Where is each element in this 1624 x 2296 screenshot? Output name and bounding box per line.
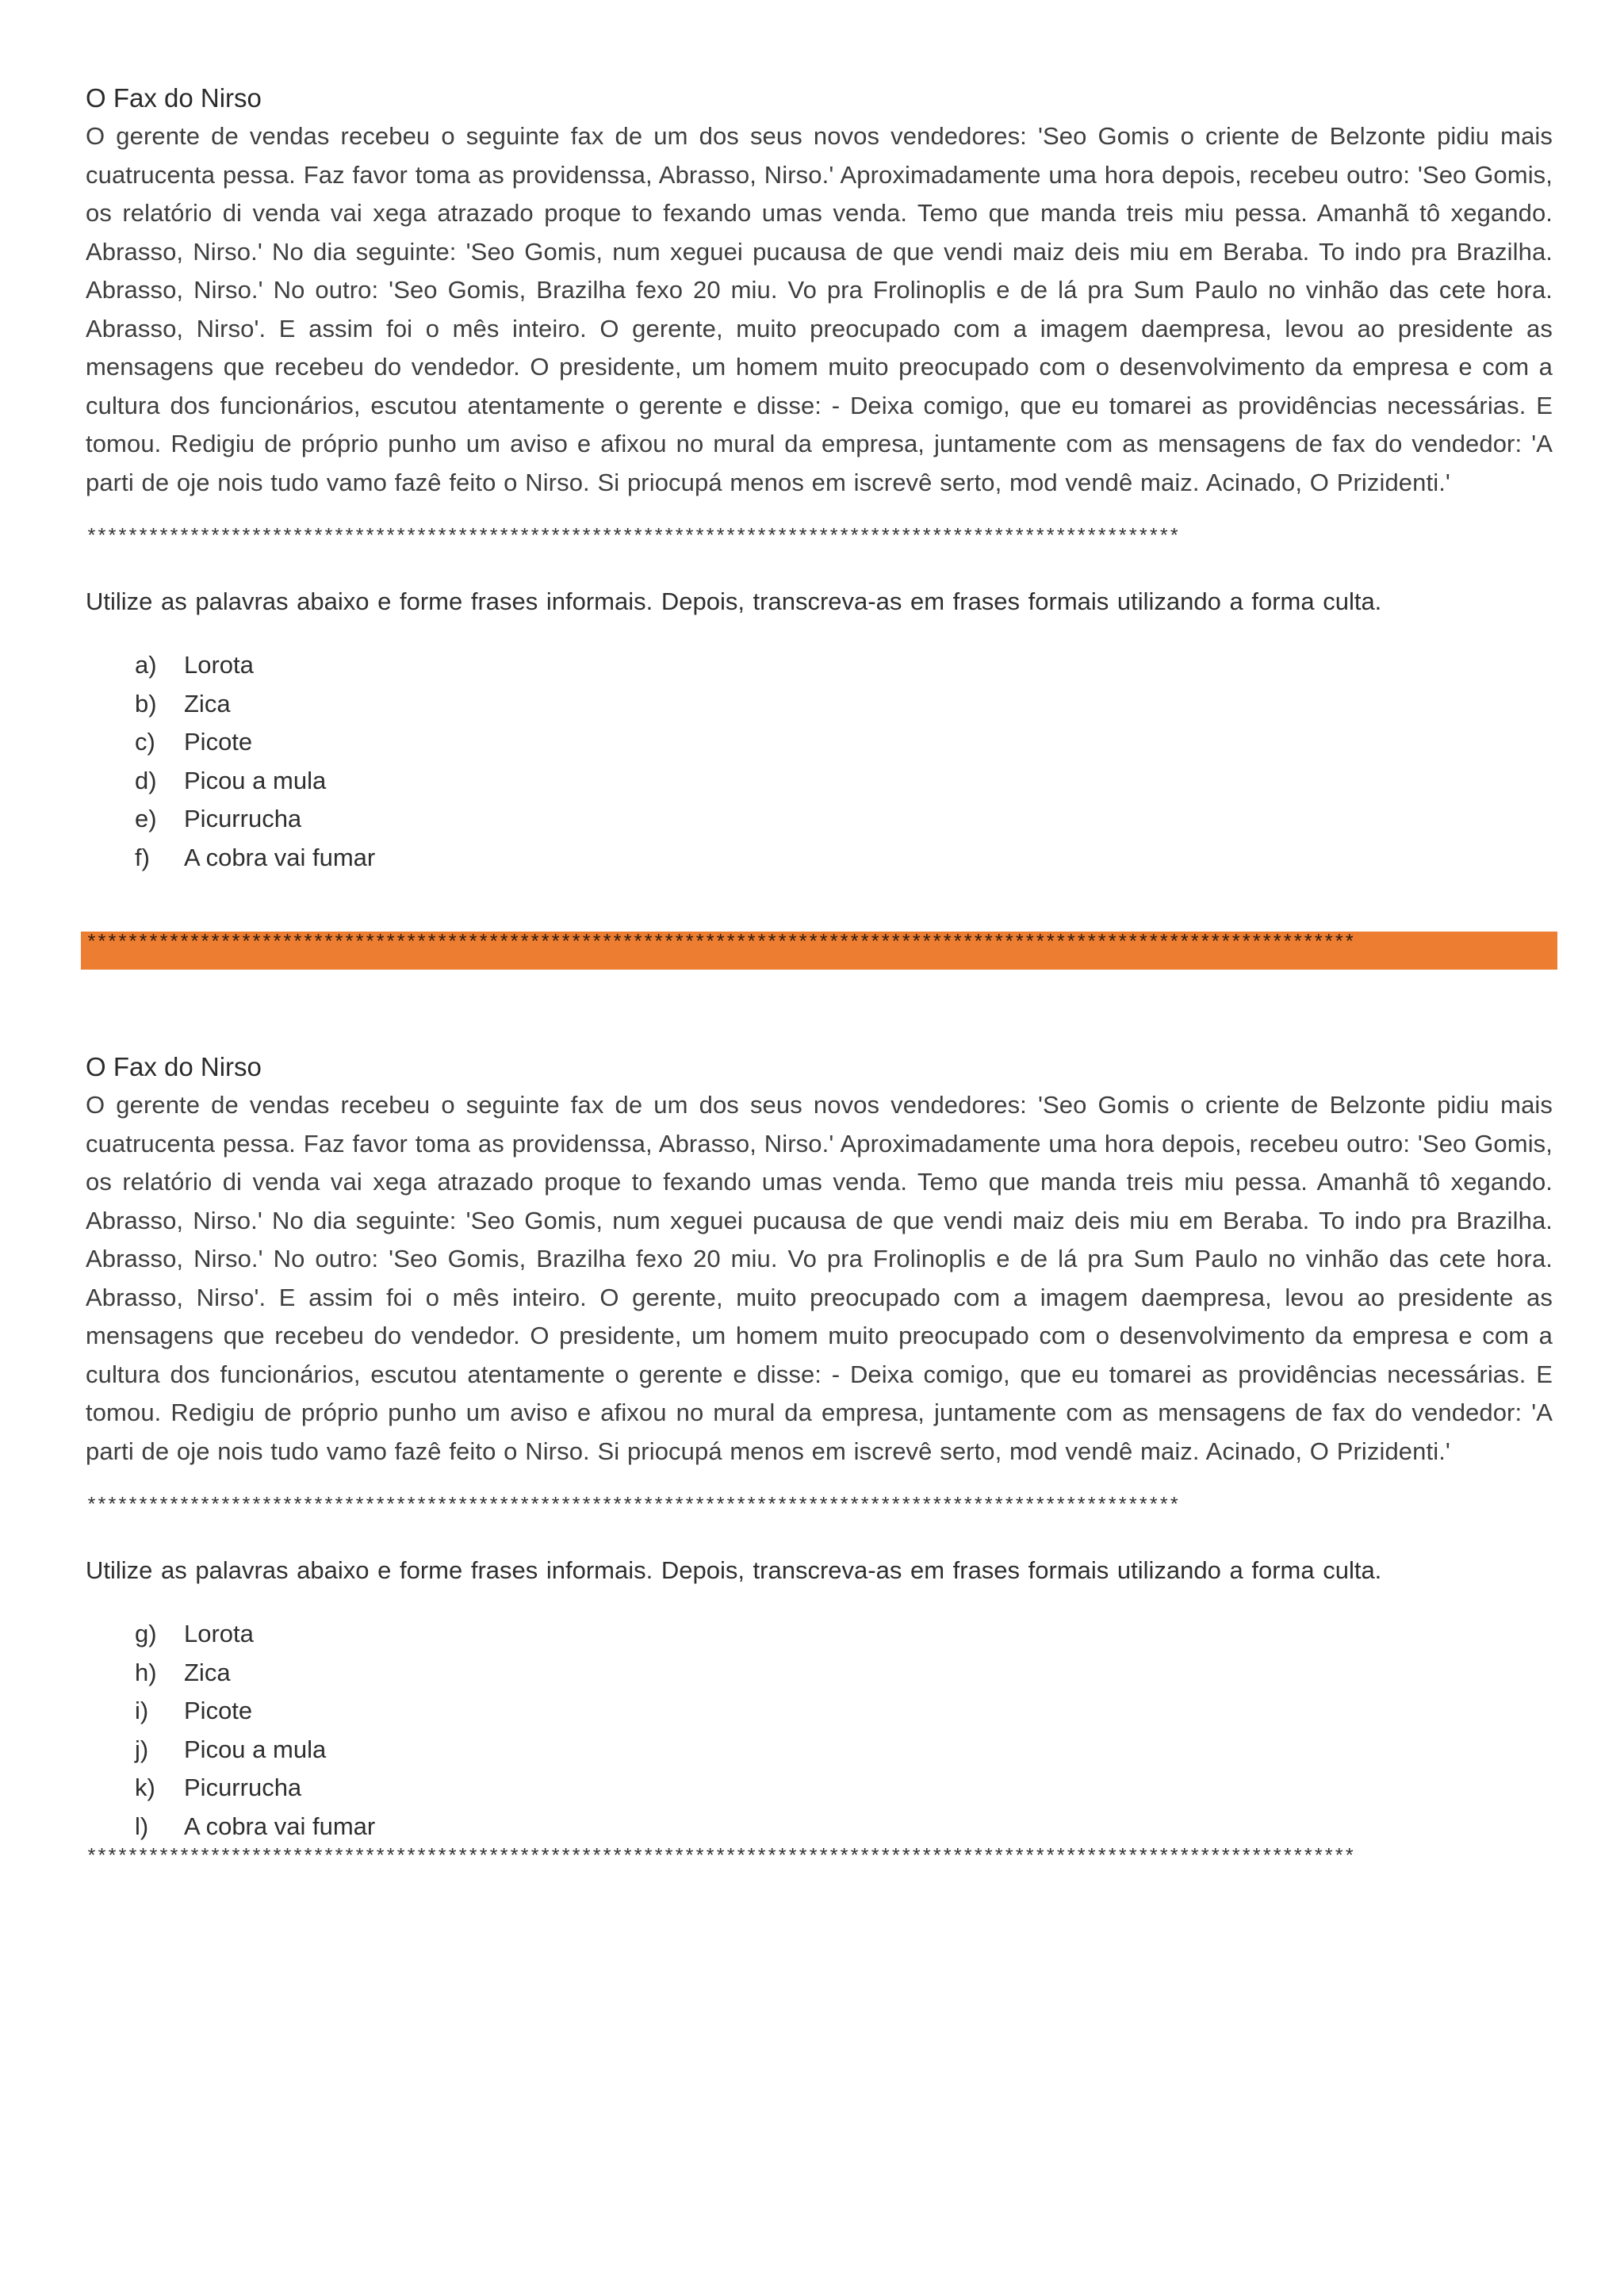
list-marker: c) [135, 728, 155, 756]
section-title: O Fax do Nirso [86, 83, 262, 113]
list-marker: d) [135, 766, 157, 794]
list-marker: f) [135, 843, 150, 871]
list-item [86, 800, 1553, 839]
list-item-text: Picote [184, 728, 253, 756]
list-marker: k) [135, 1774, 155, 1801]
story-paragraph: O gerente de vendas recebeu o seguinte fax de um dos seus novos vendedores: 'Seo Gomis o criente de Belzonte pidiu mais cuatrucenta pessa. Faz favor toma as providenssa, Abrasso, Nirso.' Aproximadamente uma hora depois, recebeu outro: 'Seo Gomis, os relatório di venda vai xega atrazado proque to fexando umas venda. Temo que manda treis miu pessa. Amanhã tô xegando. Abrasso, Nirso.' No dia seguinte: 'Seo Gomis, num xeguei pucausa de que vendi maiz deis miu em Beraba. To indo pra Brazilha. Abrasso, Nirso.' No outro: 'Seo Gomis, Brazilha fexo 20 miu. Vo pra Frolinoplis e de lá pra Sum Paulo no vinhão das cete hora. Abrasso, Nirso'. E assim foi o mês inteiro. O gerente, muito preocupado com a imagem daempresa, levou ao presidente as mensagens que recebeu do vendedor. O presidente, um homem muito preocupado com o desenvolvimento da empresa e com a cultura dos funcionários, escutou atentamente o gerente e disse: - Deixa comigo, que eu tomarei as providências necessárias. E tomou. Redigiu de próprio punho um aviso e afixou no mural da empresa, juntamente com as mensagens de fax do vendedor: 'A parti de oje nois tudo vamo fazê feito o Nirso. Si priocupá menos em iscrevê serto, mod vendê maiz. Acinado, O Prizidenti.' [86, 122, 1553, 496]
list-marker: j) [135, 1735, 149, 1763]
list-item-text: Picou a mula [184, 1735, 327, 1763]
list-item [86, 1654, 1553, 1693]
separator-line: *************************************************************************************************************************** [86, 1846, 1354, 1869]
list-item [86, 1731, 1553, 1770]
story-paragraph: O gerente de vendas recebeu o seguinte fax de um dos seus novos vendedores: 'Seo Gomis o criente de Belzonte pidiu mais cuatrucenta pessa. Faz favor toma as providenssa, Abrasso, Nirso.' Aproximadamente uma hora depois, recebeu outro: 'Seo Gomis, os relatório di venda vai xega atrazado proque to fexando umas venda. Temo que manda treis miu pessa. Amanhã tô xegando. Abrasso, Nirso.' No dia seguinte: 'Seo Gomis, num xeguei pucausa de que vendi maiz deis miu em Beraba. To indo pra Brazilha. Abrasso, Nirso.' No outro: 'Seo Gomis, Brazilha fexo 20 miu. Vo pra Frolinoplis e de lá pra Sum Paulo no vinhão das cete hora. Abrasso, Nirso'. E assim foi o mês inteiro. O gerente, muito preocupado com a imagem daempresa, levou ao presidente as mensagens que recebeu do vendedor. O presidente, um homem muito preocupado com o desenvolvimento da empresa e com a cultura dos funcionários, escutou atentamente o gerente e disse: - Deixa comigo, que eu tomarei as providências necessárias. E tomou. Redigiu de próprio punho um aviso e afixou no mural da empresa, juntamente com as mensagens de fax do vendedor: 'A parti de oje nois tudo vamo fazê feito o Nirso. Si priocupá menos em iscrevê serto, mod vendê maiz. Acinado, O Prizidenti.' [86, 1091, 1553, 1465]
list-item-text: A cobra vai fumar [184, 843, 376, 871]
list-item [86, 1692, 1553, 1731]
separator-line: ********************************************************************************************************** [86, 1494, 1179, 1517]
list-item-text: Zica [184, 689, 231, 718]
separator-line: ********************************************************************************************************** [86, 526, 1179, 549]
list-item [86, 646, 1553, 685]
list-item [86, 1769, 1553, 1808]
list-marker: b) [135, 689, 157, 718]
list-item-text: Zica [184, 1658, 231, 1686]
list-marker: i) [135, 1697, 149, 1724]
list-item [86, 839, 1553, 878]
instruction-text: Utilize as palavras abaixo e forme frases informais. Depois, transcreva-as em frases formais utilizando a forma culta. [86, 1556, 1382, 1584]
list-item-text: Lorota [184, 651, 254, 679]
list-item-text: Picote [184, 1697, 253, 1724]
instruction-text: Utilize as palavras abaixo e forme frases informais. Depois, transcreva-as em frases formais utilizando a forma culta. [86, 587, 1382, 615]
separator-line: *************************************************************************************************************************** [86, 932, 1354, 955]
word-list [86, 1615, 1553, 1846]
list-item [86, 685, 1553, 724]
list-marker: g) [135, 1620, 157, 1647]
list-item-text: Picurrucha [184, 805, 302, 832]
word-list [86, 646, 1553, 877]
list-item-text: Picurrucha [184, 1774, 302, 1801]
list-item [86, 762, 1553, 801]
section-1 [86, 79, 1553, 877]
list-item [86, 1808, 1553, 1846]
list-item-text: A cobra vai fumar [184, 1812, 376, 1840]
section-title: O Fax do Nirso [86, 1052, 262, 1081]
list-item [86, 1615, 1553, 1654]
list-marker: l) [135, 1812, 149, 1840]
list-item-text: Picou a mula [184, 766, 327, 794]
list-marker: h) [135, 1658, 157, 1686]
list-item-text: Lorota [184, 1620, 254, 1647]
list-marker: a) [135, 651, 157, 679]
list-item [86, 723, 1553, 762]
highlighted-separator-band [81, 932, 1557, 970]
list-marker: e) [135, 805, 157, 832]
section-2 [86, 1048, 1553, 1869]
